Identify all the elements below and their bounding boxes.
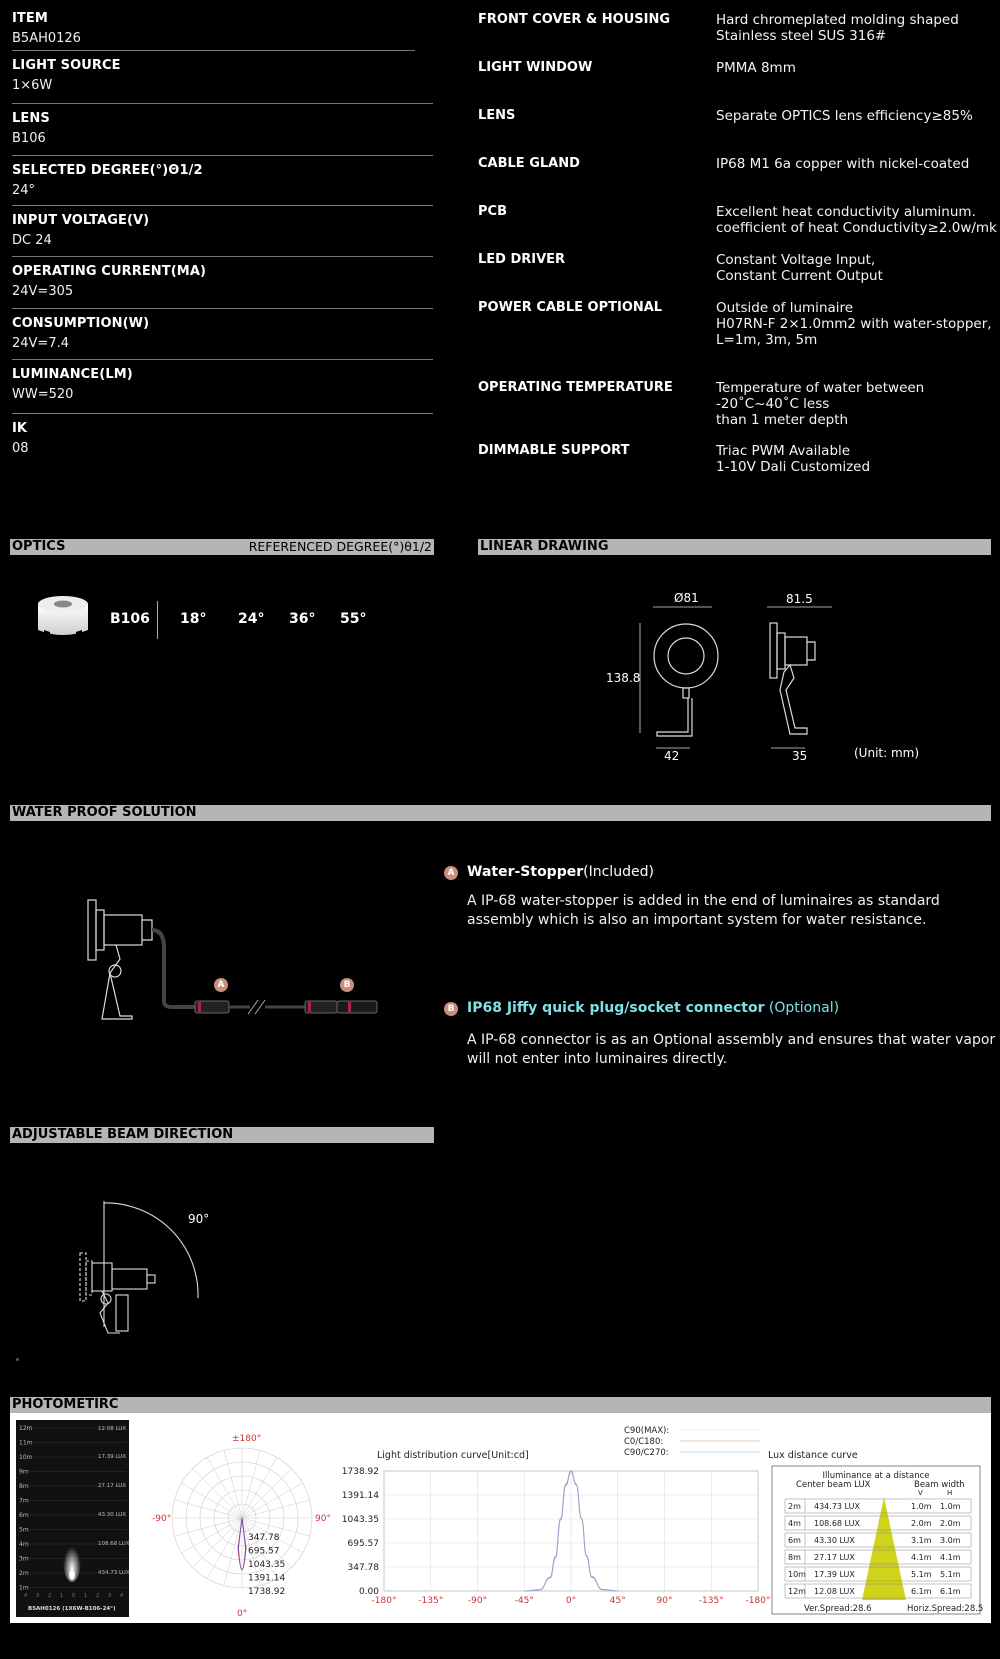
optic-degree-24: 24°: [238, 611, 265, 627]
spec-divider: [12, 155, 433, 156]
spec-row: [12, 421, 432, 456]
distance-x-tick: 4: [24, 1593, 28, 1599]
spec-value: B5AH0126: [12, 31, 81, 46]
spec-right-value: Temperature of water between -20˚C~40˚C less than 1 meter depth: [716, 380, 925, 428]
lux-cell: 17.39 LUX: [814, 1570, 855, 1579]
badge-b: B: [444, 1002, 458, 1016]
ver-spread: Ver.Spread:28.6: [804, 1604, 872, 1614]
y-tick-label: 695.57: [347, 1539, 379, 1549]
distance-x-tick: 2: [96, 1593, 100, 1599]
lux-tag: 12.08 LUX: [98, 1426, 127, 1432]
spec-label: LIGHT SOURCE: [12, 58, 121, 73]
connector-text: A IP-68 connector is as an Optional assembly and ensures that water vapor will not enter into luminaires directly.: [467, 1032, 996, 1067]
spec-label: IK: [12, 421, 28, 436]
distance-x-tick: 0: [72, 1593, 76, 1599]
y-tick-label: 347.78: [347, 1563, 379, 1573]
x-tick-label: -90°: [467, 1596, 488, 1606]
spec-divider: [12, 205, 433, 206]
drawing-badge-a: A: [214, 978, 228, 992]
distance-photo: [16, 1420, 129, 1617]
optic-divider: [157, 601, 158, 639]
lens-image: [36, 594, 90, 642]
spec-value: B106: [12, 131, 46, 146]
polar-spoke: [242, 1500, 310, 1518]
lux-tag: 27.17 LUX: [98, 1483, 127, 1489]
x-tick-label: 45°: [609, 1596, 626, 1606]
polar-value: 1043.35: [248, 1560, 286, 1570]
optics-title: OPTICS: [12, 539, 66, 554]
lux-cell: 10m: [788, 1570, 806, 1579]
spec-divider: [12, 359, 433, 360]
y-tick-label: 1043.35: [341, 1515, 379, 1525]
spec-right-label: LIGHT WINDOW: [478, 60, 593, 75]
spec-row: [12, 58, 432, 93]
spec-right-label: LENS: [478, 108, 516, 123]
polar-top-label: ±180°: [232, 1434, 262, 1444]
optic-degree-36: 36°: [289, 611, 316, 627]
spec-label: OPERATING CURRENT(MA): [12, 264, 207, 279]
spec-row: [12, 316, 432, 351]
drawing-badge-b: B: [340, 978, 354, 992]
polar-value: 695.57: [248, 1546, 280, 1557]
distance-label: 3m: [19, 1555, 29, 1563]
linear-drawing-header: LINEAR DRAWING: [478, 539, 991, 555]
optic-degree-55: 55°: [340, 611, 367, 627]
distance-label: 1m: [19, 1584, 29, 1592]
spec-right-value: IP68 M1 6a copper with nickel-coated: [716, 156, 970, 172]
polar-left-label: -90°: [152, 1514, 172, 1524]
lux-cell: 12.08 LUX: [814, 1587, 855, 1596]
x-tick-label: -180°: [371, 1596, 397, 1606]
lux-cell: 4m: [788, 1519, 801, 1528]
distance-label: 2m: [19, 1570, 29, 1577]
polar-spoke: [242, 1483, 303, 1518]
x-tick-label: -135°: [698, 1596, 724, 1606]
spec-row: [12, 264, 432, 299]
polar-spoke: [242, 1450, 260, 1518]
dim-base-side: 35: [792, 749, 808, 763]
distance-x-tick: 2: [48, 1593, 52, 1599]
spec-right-label: FRONT COVER & HOUSING: [478, 12, 671, 27]
spec-divider: [12, 103, 433, 104]
spec-right-label: POWER CABLE OPTIONAL: [478, 300, 663, 315]
spec-label: LUMINANCE(LM): [12, 367, 133, 382]
lux-tag: 43.30 LUX: [98, 1512, 127, 1518]
legend-label: C90(MAX):: [624, 1426, 670, 1436]
polar-spoke: [242, 1457, 277, 1518]
spec-value: 24°: [12, 183, 36, 198]
polar-right-label: 90°: [315, 1514, 331, 1524]
lux-cell: 5.1m: [911, 1570, 932, 1579]
beam-angle: 90°: [188, 1212, 210, 1226]
polar-spoke: [224, 1450, 242, 1518]
spec-right-value: Hard chromeplated molding shaped Stainless steel SUS 316#: [716, 12, 959, 44]
light-spot: [69, 1570, 75, 1580]
distance-x-tick: 3: [108, 1593, 112, 1599]
dot-marker: [16, 1358, 19, 1361]
polar-spoke: [181, 1518, 242, 1553]
distance-x-tick: 3: [36, 1593, 40, 1599]
x-tick-label: 0°: [565, 1596, 577, 1606]
spec-row: [12, 213, 432, 248]
optics-subtitle: REFERENCED DEGREE(°)θ1/2: [248, 539, 432, 554]
distance-label: 6m: [19, 1512, 29, 1519]
photometric-panel: [10, 1413, 991, 1623]
spec-right-value: Constant Voltage Input, Constant Current Output: [716, 252, 883, 284]
lux-col-center: Center beam LUX: [796, 1480, 871, 1490]
water-stopper-sub: (Included): [583, 864, 654, 880]
lux-cell: 8m: [788, 1553, 801, 1562]
lux-tag: 434.73 LUX: [98, 1570, 130, 1576]
spec-row: [12, 163, 432, 198]
water-proof-drawing: [80, 893, 405, 1023]
x-tick-label: -180°: [745, 1596, 771, 1606]
beam-direction-header: ADJUSTABLE BEAM DIRECTION: [10, 1127, 434, 1143]
spec-row: [12, 367, 432, 402]
lux-distance-table: [762, 1413, 991, 1623]
lux-tag: 108.68 LUX: [98, 1541, 130, 1547]
lux-cell: 27.17 LUX: [814, 1553, 855, 1562]
x-tick-label: -135°: [418, 1596, 444, 1606]
polar-spoke: [207, 1457, 242, 1518]
spec-right-value: Outside of luminaire H07RN-F 2×1.0mm2 with water-stopper, L=1m, 3m, 5m: [716, 300, 992, 348]
optics-header: [10, 539, 434, 555]
dim-unit: (Unit: mm): [854, 746, 920, 760]
optic-degree-18: 18°: [180, 611, 207, 627]
spec-row: [12, 111, 432, 146]
spec-value: 08: [12, 441, 29, 456]
dim-diameter: Ø81: [674, 591, 699, 605]
spec-right-label: LED DRIVER: [478, 252, 566, 267]
hor-spread: Horiz.Spread:28.5: [907, 1604, 984, 1614]
distance-caption: B5AH0126 (1X6W-B106-24°): [28, 1606, 116, 1612]
polar-value: 1738.92: [248, 1587, 286, 1597]
spec-right-value: PMMA 8mm: [716, 60, 796, 76]
photometric-header: PHOTOMETIRC: [10, 1397, 991, 1413]
light-distribution-chart: [320, 1413, 771, 1623]
badge-a: A: [444, 866, 458, 880]
lux-cell: 1.0m: [940, 1502, 961, 1511]
polar-spoke: [193, 1469, 242, 1518]
lux-cell: 6.1m: [940, 1587, 961, 1596]
lux-cell: 12m: [788, 1587, 806, 1596]
connector-label: IP68 Jiffy quick plug/socket connector: [467, 1000, 765, 1016]
lux-cell: 2.0m: [911, 1519, 932, 1528]
lux-cell: 5.1m: [940, 1570, 961, 1579]
connector-title: [467, 1000, 839, 1016]
polar-bottom-label: 0°: [237, 1609, 248, 1619]
dim-height: 138.8: [606, 671, 641, 685]
spec-label: ITEM: [12, 11, 48, 26]
legend-label: C0/C180:: [624, 1437, 664, 1447]
spec-right-label: PCB: [478, 204, 507, 219]
spec-value: 24V=305: [12, 284, 74, 299]
optic-lens-name: B106: [110, 611, 150, 627]
lux-cell: 4.1m: [911, 1553, 932, 1562]
distance-x-tick: 4: [120, 1593, 124, 1599]
lux-heading: Illuminance at a distance: [822, 1471, 930, 1481]
lux-title: Lux distance curve: [768, 1450, 858, 1461]
connector-sub: (Optional): [764, 1000, 840, 1016]
spec-divider: [12, 413, 433, 414]
spec-label: LENS: [12, 111, 50, 126]
distance-label: 10m: [19, 1454, 33, 1461]
polar-spoke: [242, 1469, 291, 1518]
lux-cell: 43.30 LUX: [814, 1536, 855, 1545]
water-stopper-text: A IP-68 water-stopper is added in the end of luminaires as standard assembly which is also an important system for water resistance.: [467, 893, 940, 928]
water-stopper-label: Water-Stopper: [467, 864, 584, 880]
water-proof-header: WATER PROOF SOLUTION: [10, 805, 991, 821]
spec-value: DC 24: [12, 233, 52, 248]
spec-right-value: Excellent heat conductivity aluminum. coefficient of heat Conductivity≥2.0w/mk: [716, 204, 997, 236]
y-tick-label: 1738.92: [341, 1467, 379, 1477]
dim-base-front: 42: [664, 749, 680, 763]
spec-right-label: OPERATING TEMPERATURE: [478, 380, 673, 395]
polar-value: 1391.14: [248, 1573, 286, 1584]
lux-cell: 6m: [788, 1536, 801, 1545]
lux-tag: 17.39 LUX: [98, 1454, 127, 1460]
distance-label: 11m: [19, 1439, 33, 1447]
distance-photo-svg: [16, 1420, 129, 1617]
polar-chart: [152, 1413, 331, 1623]
y-tick-label: 0.00: [358, 1587, 379, 1597]
spec-value: 1×6W: [12, 78, 53, 93]
lux-cell: 108.68 LUX: [814, 1519, 860, 1528]
distance-label: 4m: [19, 1541, 29, 1548]
distance-x-tick: 1: [60, 1593, 64, 1599]
x-tick-label: -45°: [514, 1596, 534, 1606]
spec-right-label: DIMMABLE SUPPORT: [478, 443, 630, 458]
lux-cell: 2.0m: [940, 1519, 961, 1528]
lux-beam-cone: [862, 1497, 906, 1600]
spec-row: [12, 11, 432, 46]
spec-divider: [12, 256, 433, 257]
distance-label: 7m: [19, 1497, 29, 1505]
lux-cell: 2m: [788, 1502, 801, 1511]
spec-right-value: Separate OPTICS lens efficiency≥85%: [716, 108, 973, 124]
x-tick-label: 90°: [656, 1596, 673, 1606]
curve-title: Light distribution curve[Unit:cd]: [377, 1450, 529, 1461]
polar-spoke: [224, 1518, 242, 1586]
y-tick-label: 1391.14: [341, 1491, 379, 1501]
polar-spoke: [193, 1518, 242, 1567]
polar-spoke: [207, 1518, 242, 1579]
spec-divider: [12, 308, 433, 309]
distance-label: 8m: [19, 1483, 29, 1490]
lux-cell: 3.0m: [940, 1536, 961, 1545]
legend-label: C90/C270:: [624, 1448, 669, 1458]
spec-right-label: CABLE GLAND: [478, 156, 580, 171]
lux-cell: 1.0m: [911, 1502, 932, 1511]
spec-value: 24V=7.4: [12, 336, 70, 351]
polar-spoke: [181, 1483, 242, 1518]
spec-value: WW=520: [12, 387, 74, 402]
polar-spoke: [174, 1518, 242, 1536]
distance-x-tick: 1: [84, 1593, 88, 1599]
spec-right-value: Triac PWM Available 1-10V Dali Customized: [716, 443, 871, 475]
polar-value: 347.78: [248, 1533, 280, 1543]
spec-label: INPUT VOLTAGE(V): [12, 213, 150, 228]
water-stopper-title: [467, 864, 654, 880]
lux-cell: 4.1m: [940, 1553, 961, 1562]
distance-label: 9m: [19, 1468, 29, 1476]
polar-spoke: [174, 1500, 242, 1518]
lux-col-v: V: [918, 1489, 923, 1497]
spec-divider: [12, 50, 415, 51]
lux-cell: 6.1m: [911, 1587, 932, 1596]
lux-col-h: H: [947, 1489, 953, 1497]
spec-label: CONSUMPTION(W): [12, 316, 150, 331]
dim-depth: 81.5: [786, 592, 813, 606]
distance-label: 5m: [19, 1526, 29, 1534]
lux-col-width: Beam width: [914, 1480, 965, 1490]
lux-cell: 434.73 LUX: [814, 1502, 860, 1511]
lux-cell: 3.1m: [911, 1536, 932, 1545]
spec-label: SELECTED DEGREE(°)Θ1/2: [12, 163, 203, 178]
distance-label: 12m: [19, 1425, 33, 1432]
